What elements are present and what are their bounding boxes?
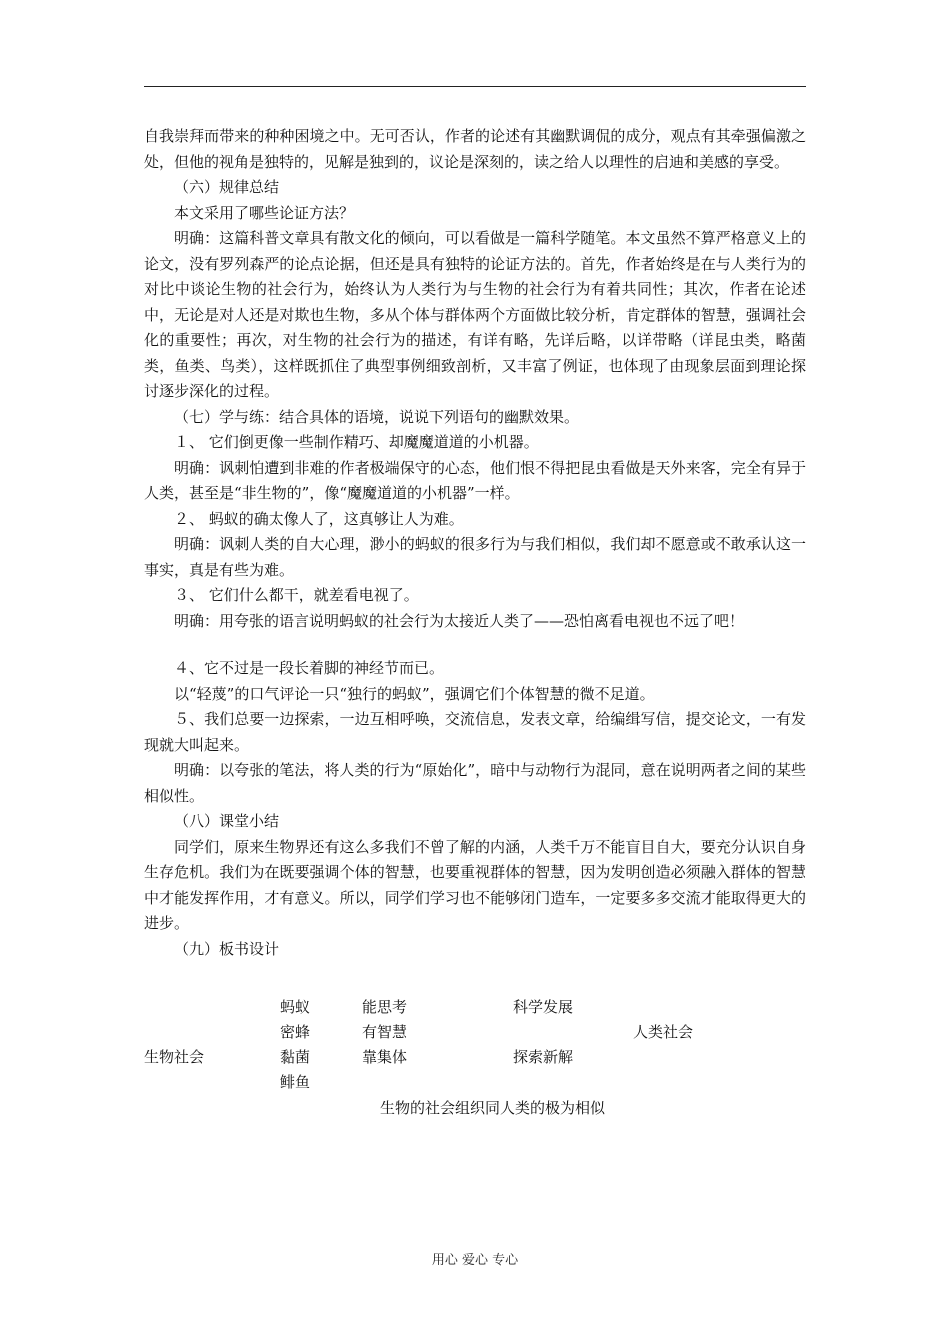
paragraph: （七）学与练：结合具体的语境，说说下列语句的幽默效果。 [174,407,580,426]
paragraph: ３、 它们什么都干，就差看电视了。 [174,586,419,604]
board-conclusion: 生物的社会组织同人类的极为相似 [380,1099,606,1117]
paragraph: １、 它们倒更像一些制作精巧、却魔魔道道的小机器。 [174,433,539,451]
paragraph: 本文采用了哪些论证方法？ [174,203,355,222]
paragraph: （八）课堂小结 [174,812,280,830]
board-science-2: 探索新解 [513,1048,574,1066]
paragraph: 自我崇拜而带来的种种困境之中。无可否认，作者的论述有其幽默调侃的成分，观点有其牵强偏激之处，但他的视角是独特的，见解是独到的，议论是深刻的，读之给人以理性的启迪和美感的享受。 [144,127,806,171]
board-left-label: 生物社会 [144,1048,205,1066]
paragraph: ４、它不过是一段长着脚的神经节而已。 [174,659,445,677]
board-organism-1: 蚂蚁 [280,998,311,1016]
paragraph: （九）板书设计 [174,939,280,958]
paragraph: 明确：讽刺人类的自大心理，渺小的蚂蚁的很多行为与我们相似，我们却不愿意或不敢承认这一事实，真是有些为难。 [144,535,806,579]
board-organism-2: 密蜂 [280,1023,311,1041]
paragraph: 以“轻蔑”的口气评论一只“独行的蚂蚁”，强调它们个体智慧的微不足道。 [174,684,655,703]
paragraph: 明确：以夸张的笔法，将人类的行为“原始化”，暗中与动物行为混同，意在说明两者之间的某些相似性。 [144,761,806,805]
board-trait-3: 靠集体 [362,1048,408,1066]
header-rule [144,86,806,87]
paragraph: （六）规律总结 [174,178,280,196]
paragraph: 明确：这篇科普文章具有散文化的倾向，可以看做是一篇科学随笔。本文虽然不算严格意义上的论文，没有罗列森严的论点论据，但还是具有独特的论证方法的。首先，作者始终是在与人类行为的对比中谈论生物的社会行为，始终认为人类行为与生物的社会行为有着共同性；其次，作者在论述中，无论是对人还是对欺也生物，多从个体与群体两个方面做比较分析，肯定群体的智慧，强调社会化的重要性；再次，对生物的社会行为的描述，有详有略，先详后略，以详带略（详昆虫类，略菌类，鱼类、鸟类），这样既抓住了典型事例细致剖析，又丰富了例证，也体现了由现象层面到理论探讨逐步深化的过程。 [144,229,806,400]
paragraph: 同学们，原来生物界还有这么多我们不曾了解的内涵，人类千万不能盲目自大，要充分认识自身生存危机。我们为在既要强调个体的智慧，也要重视群体的智慧，因为发明创造必须融入群体的智慧中才能发挥作用，才有意义。所以，同学们学习也不能够闭门造车，一定要多多交流才能取得更大的进步。 [144,837,806,932]
board-organism-4: 鲱鱼 [280,1073,311,1091]
paragraph: ５、我们总要一边探索，一边互相呼唤，交流信息，发表文章，给编缉写信，提交论文，一有发现就大叫起来。 [144,710,806,754]
board-organism-3: 黏菌 [280,1048,311,1066]
document-body [144,124,806,962]
page-footer: 用心 爱心 专心 [431,1253,519,1268]
board-trait-1: 能思考 [362,998,408,1016]
board-trait-2: 有智慧 [362,1023,408,1041]
board-right-label: 人类社会 [633,1023,694,1041]
paragraph: 明确：用夸张的语言说明蚂蚁的社会行为太接近人类了——恐怕离看电视也不远了吧！ [174,611,745,630]
board-science-1: 科学发展 [513,998,574,1016]
paragraph: 明确：讽刺怕遭到非难的作者极端保守的心态，他们恨不得把昆虫看做是天外来客，完全有异于人类，甚至是“非生物的”，像“魔魔道道的小机器”一样。 [144,458,806,502]
blackboard-design [144,995,806,1125]
paragraph: ２、 蚂蚁的确太像人了，这真够让人为难。 [174,509,464,528]
paragraph-gap [144,634,806,656]
